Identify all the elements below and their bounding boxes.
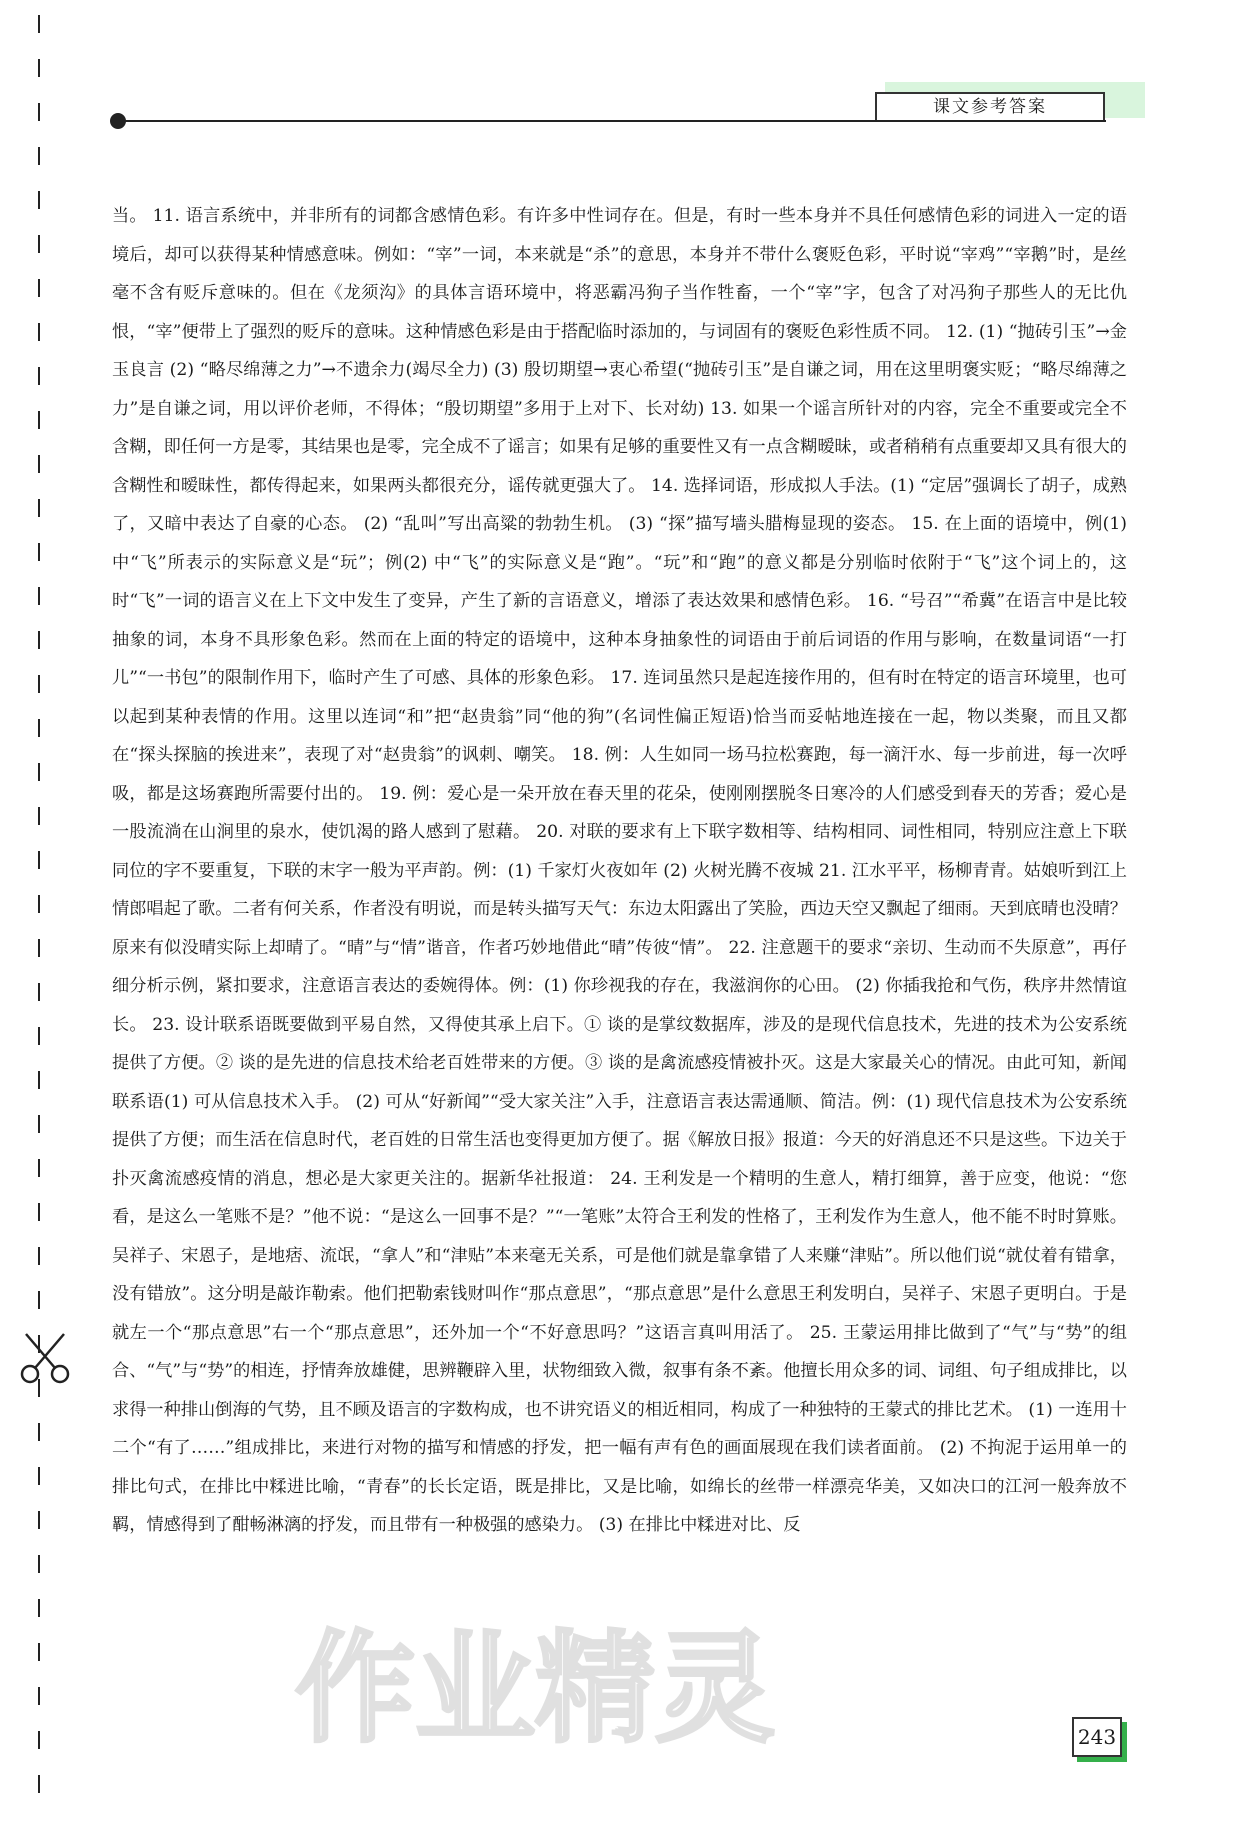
cut-line-dash <box>38 411 40 429</box>
cut-line-dash <box>38 1511 40 1529</box>
cut-line-dash <box>38 1467 40 1485</box>
cut-line-dash <box>38 323 40 341</box>
cut-line-dash <box>38 1599 40 1617</box>
cut-line-dash <box>38 631 40 649</box>
cut-line-dash <box>38 895 40 913</box>
cut-line-dash <box>38 499 40 517</box>
cut-line-dash <box>38 1423 40 1441</box>
cut-line-dash <box>38 1643 40 1661</box>
svg-text:作业精灵: 作业精灵 <box>295 1620 775 1759</box>
cut-line-dash <box>38 455 40 473</box>
page-number: 243 <box>1072 1717 1122 1757</box>
cut-line-dash <box>38 15 40 33</box>
answer-text-block <box>112 197 1127 1545</box>
cut-line-dash <box>38 587 40 605</box>
cut-line-dash <box>38 1115 40 1133</box>
cut-line-dash <box>38 59 40 77</box>
header-tab-label: 课文参考答案 <box>875 92 1105 122</box>
answer-paragraph: 当。 11. 语言系统中，并非所有的词都含感情色彩。有许多中性词存在。但是，有时一些本身并不具任何感情色彩的词进入一定的语境后，却可以获得某种情感意味。例如：“宰”一词，本来就是“杀”的意思，本身并不带什么褒贬色彩，平时说“宰鸡”“宰鹅”时，是丝毫不含有贬斥意味的。但在《龙须沟》的具体言语环境中，将恶霸冯狗子当作牲畜，一个“宰”字，包含了对冯狗子那些人的无比仇恨，“宰”便带上了强烈的贬斥的意味。这种情感色彩是由于搭配临时添加的，与词固有的褒贬色彩性质不同。 12. (1) “抛砖引玉”→金玉良言 (2) “略尽绵薄之力”→不遗余力(竭尽全力) (3) 殷切期望→衷心希望(“抛砖引玉”是自谦之词，用在这里明褒实贬；“略尽绵薄之力”是自谦之词，用以评价老师，不得体；“殷切期望”多用于上对下、长对幼) 13. 如果一个谣言所针对的内容，完全不重要或完全不含糊，即任何一方是零，其结果也是零，完全成不了谣言；如果有足够的重要性又有一点含糊暧昧，或者稍稍有点重要却又具有很大的含糊性和暧昧性，都传得起来，如果两头都很充分，谣传就更强大了。 14. 选择词语，形成拟人手法。(1) “定居”强调长了胡子，成熟了，又暗中表达了自豪的心态。 (2) “乱叫”写出高粱的勃勃生机。 (3) “探”描写墙头腊梅显现的姿态。 15. 在上面的语境中，例(1)中“飞”所表示的实际意义是“玩”；例(2) 中“飞”的实际意义是“跑”。“玩”和“跑”的意义都是分别临时依附于“飞”这个词上的，这时“飞”一词的语言义在上下文中发生了变异，产生了新的言语意义，增添了表达效果和感情色彩。 16. “号召”“希冀”在语言中是比较抽象的词，本身不具形象色彩。然而在上面的特定的语境中，这种本身抽象性的词语由于前后词语的作用与影响，在数量词语“一打儿”“一书包”的限制作用下，临时产生了可感、具体的形象色彩。 17. 连词虽然只是起连接作用的，但有时在特定的语言环境里，也可以起到某种表情的作用。这里以连词“和”把“赵贵翁”同“他的狗”(名词性偏正短语)恰当而妥帖地连接在一起，物以类聚，而且又都在“探头探脑的挨进来”，表现了对“赵贵翁”的讽刺、嘲笑。 18. 例：人生如同一场马拉松赛跑，每一滴汗水、每一步前进，每一次呼吸，都是这场赛跑所需要付出的。 19. 例：爱心是一朵开放在春天里的花朵，使刚刚摆脱冬日寒冷的人们感受到春天的芳香；爱心是一股流淌在山涧里的泉水，使饥渴的路人感到了慰藉。 20. 对联的要求有上下联字数相等、结构相同、词性相同，特别应注意上下联同位的字不要重复，下联的末字一般为平声韵。例：(1) 千家灯火夜如年 (2) 火树光腾不夜城 21. 江水平平，杨柳青青。姑娘听到江上情郎唱起了歌。二者有何关系，作者没有明说，而是转头描写天气：东边太阳露出了笑脸，西边天空又飘起了细雨。天到底晴也没晴？原来有似没晴实际上却晴了。“晴”与“情”谐音，作者巧妙地借此“晴”传彼“情”。 22. 注意题干的要求“亲切、生动而不失原意”，再仔细分析示例，紧扣要求，注意语言表达的委婉得体。例：(1) 你珍视我的存在，我滋润你的心田。 (2) 你插我抢和气伤，秩序井然情谊长。 23. 设计联系语既要做到平易自然，又得使其承上启下。① 谈的是掌纹数据库，涉及的是现代信息技术，先进的技术为公安系统提供了方便。② 谈的是先进的信息技术给老百姓带来的方便。③ 谈的是禽流感疫情被扑灭。这是大家最关心的情况。由此可知，新闻联系语(1) 可从信息技术入手。 (2) 可从“好新闻”“受大家关注”入手，注意语言表达需通顺、简洁。例：(1) 现代信息技术为公安系统提供了方便；而生活在信息时代，老百姓的日常生活也变得更加方便了。据《解放日报》报道：今天的好消息还不只是这些。下边关于扑灭禽流感疫情的消息，想必是大家更关注的。据新华社报道： 24. 王利发是一个精明的生意人，精打细算，善于应变，他说：“您看，是这么一笔账不是？”他不说：“是这么一回事不是？”“一笔账”太符合王利发的性格了，王利发作为生意人，他不能不时时算账。吴祥子、宋恩子，是地痞、流氓，“拿人”和“津贴”本来毫无关系，可是他们就是靠拿错了人来赚“津贴”。所以他们说“就仗着有错拿，没有错放”。这分明是敲诈勒索。他们把勒索钱财叫作“那点意思”，“那点意思”是什么意思王利发明白，吴祥子、宋恩子更明白。于是就左一个“那点意思”右一个“那点意思”，还外加一个“不好意思吗？”这语言真叫用活了。 25. 王蒙运用排比做到了“气”与“势”的组合、“气”与“势”的相连，抒情奔放雄健，思辨鞭辟入里，状物细致入微，叙事有条不紊。他擅长用众多的词、词组、句子组成排比，以求得一种排山倒海的气势，且不顾及语言的字数构成，也不讲究语义的相近相同，构成了一种独特的王蒙式的排比艺术。 (1) 一连用十二个“有了……”组成排比，来进行对物的描写和情感的抒发，把一幅有声有色的画面展现在我们读者面前。 (2) 不拘泥于运用单一的排比句式，在排比中糅进比喻，“青春”的长长定语，既是排比，又是比喻，如绵长的丝带一样漂亮华美，又如决口的江河一般奔放不羁，情感得到了酣畅淋漓的抒发，而且带有一种极强的感染力。 (3) 在排比中糅进对比、反 <box>112 206 1127 1535</box>
cut-line-dash <box>38 103 40 121</box>
cut-line-dash <box>38 1159 40 1177</box>
header-bullet <box>110 113 126 129</box>
cut-line-dash <box>38 851 40 869</box>
header-rule <box>118 120 1106 122</box>
cut-line-dash <box>38 939 40 957</box>
cut-line-dash <box>38 763 40 781</box>
cut-line-dash <box>38 543 40 561</box>
cut-line-dash <box>38 1027 40 1045</box>
cut-line-dash <box>38 235 40 253</box>
cut-line-dash <box>38 983 40 1001</box>
scissors-icon <box>16 1330 76 1390</box>
cut-line-dash <box>38 191 40 209</box>
cut-line-dash <box>38 1731 40 1749</box>
cut-line-dash <box>38 807 40 825</box>
cut-line-dash <box>38 1291 40 1309</box>
cut-line-dash <box>38 279 40 297</box>
cut-line-dash <box>38 1071 40 1089</box>
cut-line-dash <box>38 147 40 165</box>
cut-line <box>38 15 44 1835</box>
cut-line-dash <box>38 719 40 737</box>
cut-line-dash <box>38 367 40 385</box>
cut-line-dash <box>38 1775 40 1793</box>
cut-line-dash <box>38 1247 40 1265</box>
cut-line-dash <box>38 1555 40 1573</box>
cut-line-dash <box>38 1203 40 1221</box>
cut-line-dash <box>38 675 40 693</box>
cut-line-dash <box>38 1687 40 1705</box>
watermark-logo <box>245 1620 825 1760</box>
